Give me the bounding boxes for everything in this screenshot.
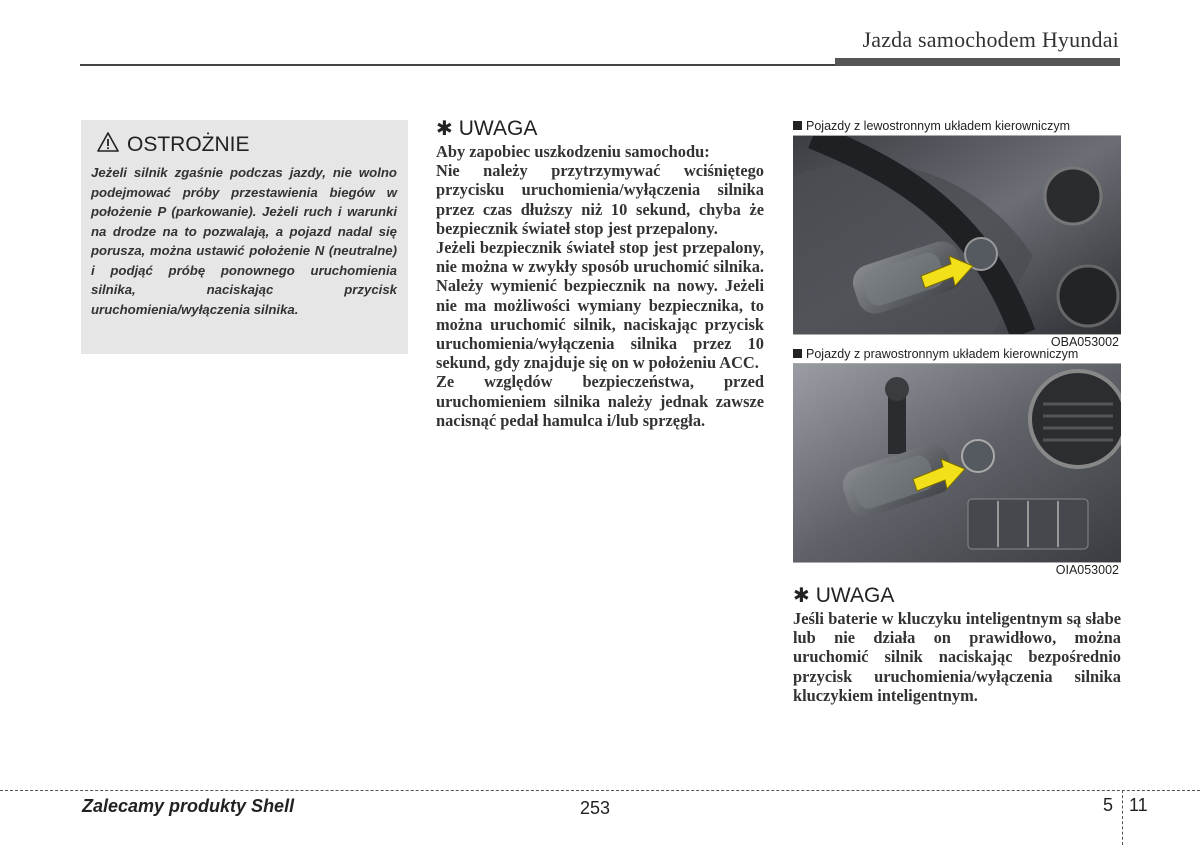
- footer-rule: [0, 790, 1200, 791]
- square-bullet-icon: [793, 121, 802, 130]
- note-paragraph: Jeżeli bezpiecznik świateł stop jest przepalony, nie można w zwykły sposób uruchomić silnika. Należy wymienić bezpiecznik na nowy. Jeżeli nie ma możliwości wymiany bezpiecznika, to można uruchomić silnik, naciskając przycisk uruchomienia/wyłączenia silnika przez 10 sekund, gdy znajduje się on w położeniu ACC.: [436, 238, 764, 373]
- note-heading: [436, 116, 764, 141]
- note-lead: Aby zapobiec uszkodzeniu samochodu:: [436, 142, 710, 161]
- figure-code: OIA053002: [793, 562, 1121, 578]
- caution-text: Jeżeli silnik zgaśnie podczas jazdy, nie wolno podejmować próby przestawienia biegów w położenie P (parkowanie). Jeżeli ruch i warunki na drodze na to pozwalają, a pojazd nadal się porusza, można ustawić położenie N (neutralne) i podjąć próbę ponownego uruchomienia silnika, naciskając przycisk uruchomienia/wyłączenia silnika.: [91, 165, 397, 317]
- caution-heading: [97, 132, 398, 157]
- footer-section-page: 11: [1129, 795, 1148, 815]
- note-weak-battery: [793, 583, 1121, 705]
- warning-triangle-icon: [97, 132, 119, 157]
- smart-key-start-button-photo: [793, 136, 1121, 334]
- figure-caption: Pojazdy z lewostronnym układem kierowniczym: [793, 118, 1121, 136]
- figure-right-hand-drive: [793, 346, 1121, 578]
- running-header-title: Jazda samochodem Hyundai: [862, 27, 1119, 52]
- footer-divider: [1122, 790, 1123, 845]
- footer-section-number: 5: [1103, 795, 1114, 815]
- header-rule: [80, 64, 835, 66]
- figure-left-hand-drive: [793, 118, 1121, 350]
- footer-promo-text: Zalecamy produkty Shell: [82, 796, 295, 816]
- note-prevent-damage: [436, 116, 764, 430]
- figure-code: OBA053002: [793, 334, 1121, 350]
- square-bullet-icon: [793, 349, 802, 358]
- footer-page-number: 253: [580, 798, 611, 818]
- header-rule-accent: [835, 58, 1120, 66]
- note-title: UWAGA: [815, 583, 895, 607]
- smart-key-start-button-photo: [793, 364, 1121, 562]
- note-title: UWAGA: [458, 116, 538, 140]
- asterisk-icon: ✱: [793, 585, 810, 607]
- note-paragraph: Jeśli baterie w kluczyku inteligentnym są słabe lub nie działa on prawidłowo, można uruchomić silnik naciskając bezpośrednio przycisk uruchomienia/wyłączenia silnika kluczykiem inteligentnym.: [793, 609, 1121, 705]
- note-paragraph: Ze względów bezpieczeństwa, przed uruchomieniem silnika należy jednak zawsze nacisnąć pedał hamulca i/lub sprzęgła.: [436, 372, 764, 430]
- asterisk-icon: ✱: [436, 118, 453, 140]
- note-paragraph: Nie należy przytrzymywać wciśniętego przycisku uruchomienia/wyłączenia silnika przez czas dłuższy niż 10 sekund, chyba że bezpiecznik świateł stop jest przepalony.: [436, 161, 764, 238]
- caution-title: OSTROŻNIE: [127, 132, 250, 156]
- note-heading: [793, 583, 1121, 608]
- caution-box: [81, 120, 408, 354]
- figure-caption: Pojazdy z prawostronnym układem kierowniczym: [793, 346, 1121, 364]
